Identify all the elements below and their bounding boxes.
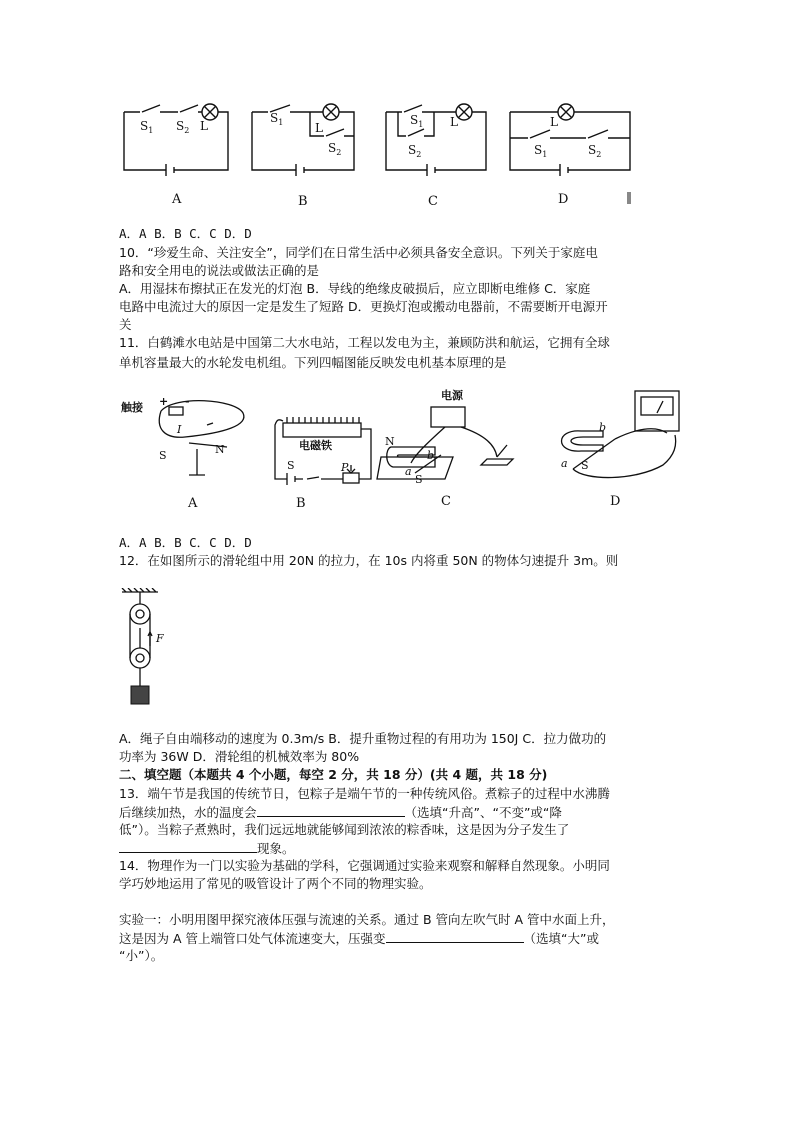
q11-stem-line1: 11．白鹤滩水电站是中国第二大水电站，工程以发电为主，兼顾防洪和航运，它拥有全球 (119, 335, 610, 350)
pulley-force-label: F (156, 632, 164, 645)
circuit-c-s2-label: $S_2$ (408, 143, 422, 159)
fig-a-touch-label: 触接 (121, 401, 143, 414)
fig11-label-b: B (296, 496, 306, 511)
q13-line4-post: 现象。 (257, 841, 295, 856)
fig-c-s-label: S (415, 473, 423, 485)
fig-b-s-label: S (287, 459, 295, 472)
q13-line2-post: （选填“升高”、“不变”或“降 (404, 805, 562, 820)
q10-stem-line1: 10．“珍爱生命、关注安全”，同学们在日常生活中必须具备安全意识。下列关于家庭电 (119, 245, 598, 260)
q14-line1: 14．物理作为一门以实验为基础的学科，它强调通过实验来观察和解释自然现象。小明同 (119, 858, 610, 873)
circuit-c-lamp-label: L (450, 115, 458, 129)
fig-d-b-label: b (599, 421, 607, 434)
fig11-label-d: D (610, 494, 621, 509)
circuit-d-lamp-label: L (550, 115, 558, 129)
fig-c-a-label: a (405, 465, 412, 478)
q14-line2: 学巧妙地运用了常见的吸管设计了两个不同的物理实验。 (119, 876, 432, 891)
circuit-d-s2-label: $S_2$ (588, 143, 602, 159)
circuit-label-b: B (298, 194, 308, 209)
circuit-label-a: A (172, 192, 182, 207)
circuit-a-lamp-label: L (200, 119, 208, 133)
scan-mark (627, 192, 631, 204)
circuit-b-s2-label: $S_2$ (328, 141, 342, 157)
exp1-line3: “小”）。 (119, 948, 164, 963)
fig11-label-c: C (441, 494, 451, 509)
fig-c-power-label: 电源 (441, 389, 463, 402)
fig-a-n-label: N (215, 443, 225, 456)
q10-options-line2: 电路中电流过大的原因一定是发生了短路 D．更换灯泡或搬动电器前，不需要断开电源开 (119, 299, 608, 314)
circuit-b-s1-label: $S_1$ (270, 111, 284, 127)
circuit-a-s1-label: $S_1$ (140, 119, 154, 135)
exp1-line1: 实验一：小明用图甲探究液体压强与流速的关系。通过 B 管向左吹气时 A 管中水面上升， (119, 912, 615, 927)
circuit-b-lamp-label: L (315, 121, 323, 135)
q12-options-line2: 功率为 36W D．滑轮组的机械效率为 80% (119, 749, 360, 764)
fig-b-coil-label: 电磁铁 (299, 439, 332, 452)
fig-c-b-label: b (427, 449, 435, 462)
q13-line1: 13．端午节是我国的传统节日，包粽子是端午节的一种传统风俗。煮粽子的过程中水沸腾 (119, 786, 610, 801)
fig-a-current-label: I (177, 423, 182, 436)
fig-a-s-label: S (159, 449, 167, 462)
circuit-d-s1-label: $S_1$ (534, 143, 548, 159)
circuit-a-s2-label: $S_2$ (176, 119, 190, 135)
circuit-label-d: D (558, 192, 569, 207)
pulley-system-figure (118, 588, 178, 712)
q11-stem-line2: 单机容量最大的水轮发电机组。下列四幅图能反映发电机基本原理的是 (119, 355, 507, 370)
q10-options-line1: A．用湿抹布擦拭正在发光的灯泡 B．导线的绝缘皮破损后，应立即断电维修 C．家庭 (119, 281, 591, 296)
q13-blank-1[interactable] (257, 802, 405, 817)
fig-d-s-label: S (581, 459, 589, 472)
generator-principle-figures (115, 385, 695, 485)
q12-stem: 12．在如图所示的滑轮组中用 20N 的拉力，在 10s 内将重 50N 的物体匀速提升 3m。则 (119, 553, 619, 568)
q13-line2-pre: 后继续加热，水的温度会 (119, 805, 257, 820)
fig-a-minus-label: - (185, 395, 190, 408)
fig-d-a-label: a (561, 457, 568, 470)
fig11-label-a: A (188, 496, 198, 511)
q10-stem-line2: 路和安全用电的说法或做法正确的是 (119, 263, 320, 278)
exp1-blank[interactable] (386, 928, 524, 943)
exp1-line2-pre: 这是因为 A 管上端管口处气体流速变大，压强变 (119, 931, 386, 946)
q9-options: A．A B．B C．C D．D (119, 226, 252, 241)
q11-options: A．A B．B C．C D．D (119, 535, 252, 550)
circuit-label-c: C (428, 194, 438, 209)
exp1-line2-post: （选填“大”或 (523, 931, 599, 946)
fig-a-plus-label: + (159, 395, 169, 408)
q10-options-line3: 关 (119, 317, 132, 332)
q13-line3: 低”）。当粽子煮熟时，我们远远地就能够闻到浓浓的粽香味，这是因为分子发生了 (119, 822, 570, 837)
fig-b-p-label: P (341, 461, 349, 474)
section2-title: 二、填空题（本题共 4 个小题，每空 2 分，共 18 分）(共 4 题，共 18 分) (119, 767, 548, 782)
q12-options-line1: A．绳子自由端移动的速度为 0.3m/s B．提升重物过程的有用功为 150J C．拉力做功的 (119, 731, 607, 746)
q13-blank-2[interactable] (119, 838, 257, 853)
circuit-c-s1-label: $S_1$ (410, 113, 424, 129)
fig-c-n-label: N (385, 435, 395, 448)
